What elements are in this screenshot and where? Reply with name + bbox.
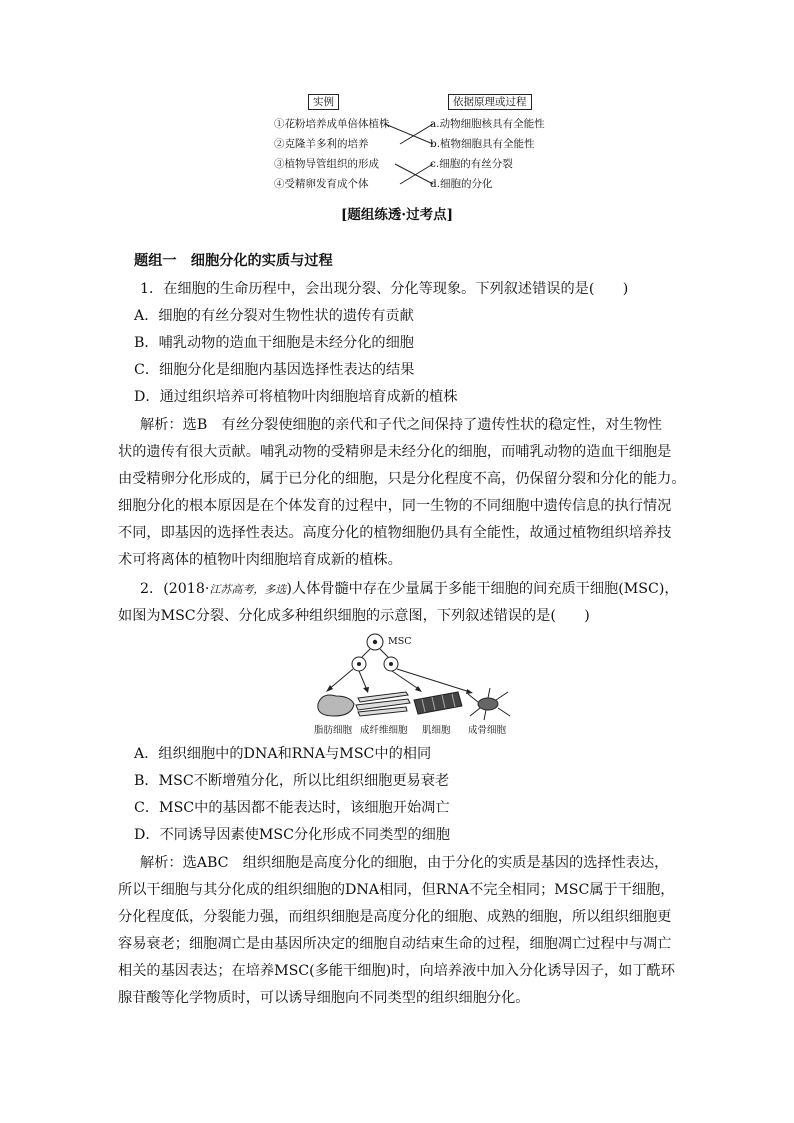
daughter-cell-icon	[352, 657, 366, 671]
q2-option: B．MSC不断增殖分化，所以比组织细胞更易衰老	[134, 773, 450, 789]
section-title: [题组练透·过考点]	[341, 207, 453, 223]
msc-diagram	[310, 632, 515, 736]
q1-analysis-line: 解析：选B 有丝分裂使细胞的亲代和子代之间保持了遗传性状的稳定性，对生物性	[140, 417, 662, 433]
group-title: 题组一 细胞分化的实质与过程	[134, 253, 333, 269]
left-item: ③植物导管组织的形成	[274, 158, 379, 170]
left-item: ④受精卵发育成个体	[274, 178, 369, 190]
q1-analysis-line: 细胞分化的根本原因是在个体发育的过程中，同一生物的不同细胞中遗传信息的执行情况	[118, 498, 672, 514]
q1-analysis-line: 不同，即基因的选择性表达。高度分化的植物细胞仍具有全能性，故通过植物组织培养技	[118, 525, 672, 541]
right-item: d.细胞的分化	[430, 178, 493, 190]
q2-analysis-line: 容易衰老；细胞凋亡是由基因所决定的细胞自动结束生命的过程，细胞凋亡过程中与凋亡	[118, 936, 672, 952]
q1-option: D．通过组织培养可将植物叶肉细胞培育成新的植株	[134, 389, 458, 405]
msc-label: MSC	[388, 636, 412, 647]
q2-analysis-line: 腺苷酸等化学物质时，可以诱导细胞向不同类型的组织细胞分化。	[118, 990, 530, 1006]
q2-stem-line2: 如图为MSC分裂、分化成多种组织细胞的示意图，下列叙述错误的是( )	[118, 608, 590, 624]
right-item: a.动物细胞核具有全能性	[430, 118, 545, 130]
q2-option: C．MSC中的基因都不能表达时，该细胞开始凋亡	[134, 800, 450, 816]
fat-cell-icon	[318, 695, 354, 716]
bone-cell-icon	[468, 688, 510, 720]
daughter-cell-icon	[384, 657, 398, 671]
q1-option: A．细胞的有丝分裂对生物性状的遗传有贡献	[134, 308, 414, 324]
q2-analysis-line: 相关的基因表达；在培养MSC(多能干细胞)时，向培养液中加入分化诱导因子，如丁酰环	[118, 963, 675, 979]
msc-cell-icon	[367, 634, 383, 650]
cell-label: 脂肪细胞	[314, 725, 353, 736]
right-item: c.细胞的有丝分裂	[430, 158, 513, 170]
right-header: 依据原理或过程	[448, 94, 532, 110]
q2-stem-rest: )人体骨髓中存在少量属于多能干细胞的间充质干细胞(MSC)，	[286, 581, 679, 597]
q1-option: C．细胞分化是细胞内基因选择性表达的结果	[134, 362, 415, 378]
q2-analysis-line: 分化程度低，分裂能力强，而组织细胞是高度分化的细胞、成熟的细胞，所以组织细胞更	[118, 909, 672, 925]
q1-analysis-line: 状的遗传有很大贡献。哺乳动物的受精卵是未经分化的细胞，而哺乳动物的造血干细胞是	[118, 444, 672, 460]
right-item: b.植物细胞具有全能性	[430, 138, 535, 150]
q1-analysis-line: 术可将离体的植物叶肉细胞培育成新的植株。	[118, 552, 402, 568]
q1-stem: 1．在细胞的生命历程中，会出现分裂、分化等现象。下列叙述错误的是( )	[140, 281, 629, 297]
matching-diagram	[270, 94, 560, 194]
cell-label: 肌细胞	[422, 725, 451, 736]
q2-option: D．不同诱导因素使MSC分化形成不同类型的细胞	[134, 827, 451, 843]
fibroblast-icon	[356, 692, 410, 716]
left-header: 实例	[308, 94, 339, 110]
q1-analysis-line: 由受精卵分化形成的，属于已分化的细胞，只是分化程度不高，仍保留分裂和分化的能力。	[118, 471, 686, 487]
msc-figure	[310, 632, 515, 736]
q2-prefix: 2．(2018·	[140, 581, 210, 597]
cell-label: 成纤维细胞	[360, 725, 408, 736]
q2-stem-line1	[140, 578, 679, 601]
left-item: ①花粉培养成单倍体植株	[274, 118, 390, 130]
cell-label: 成骨细胞	[468, 725, 507, 736]
muscle-cell-icon	[414, 692, 462, 714]
left-item: ②克隆羊多利的培养	[274, 138, 369, 150]
q1-option: B．哺乳动物的造血干细胞是未经分化的细胞	[134, 335, 414, 351]
q2-analysis-line: 所以干细胞与其分化成的组织细胞的DNA相同，但RNA不完全相同；MSC属于干细胞，	[118, 882, 675, 898]
q2-analysis-line: 解析：选ABC 组织细胞是高度分化的细胞，由于分化的实质是基因的选择性表达，	[140, 855, 669, 871]
q2-source: 江苏高考，多选	[209, 583, 287, 596]
q2-option: A．组织细胞中的DNA和RNA与MSC中的相同	[134, 746, 432, 762]
